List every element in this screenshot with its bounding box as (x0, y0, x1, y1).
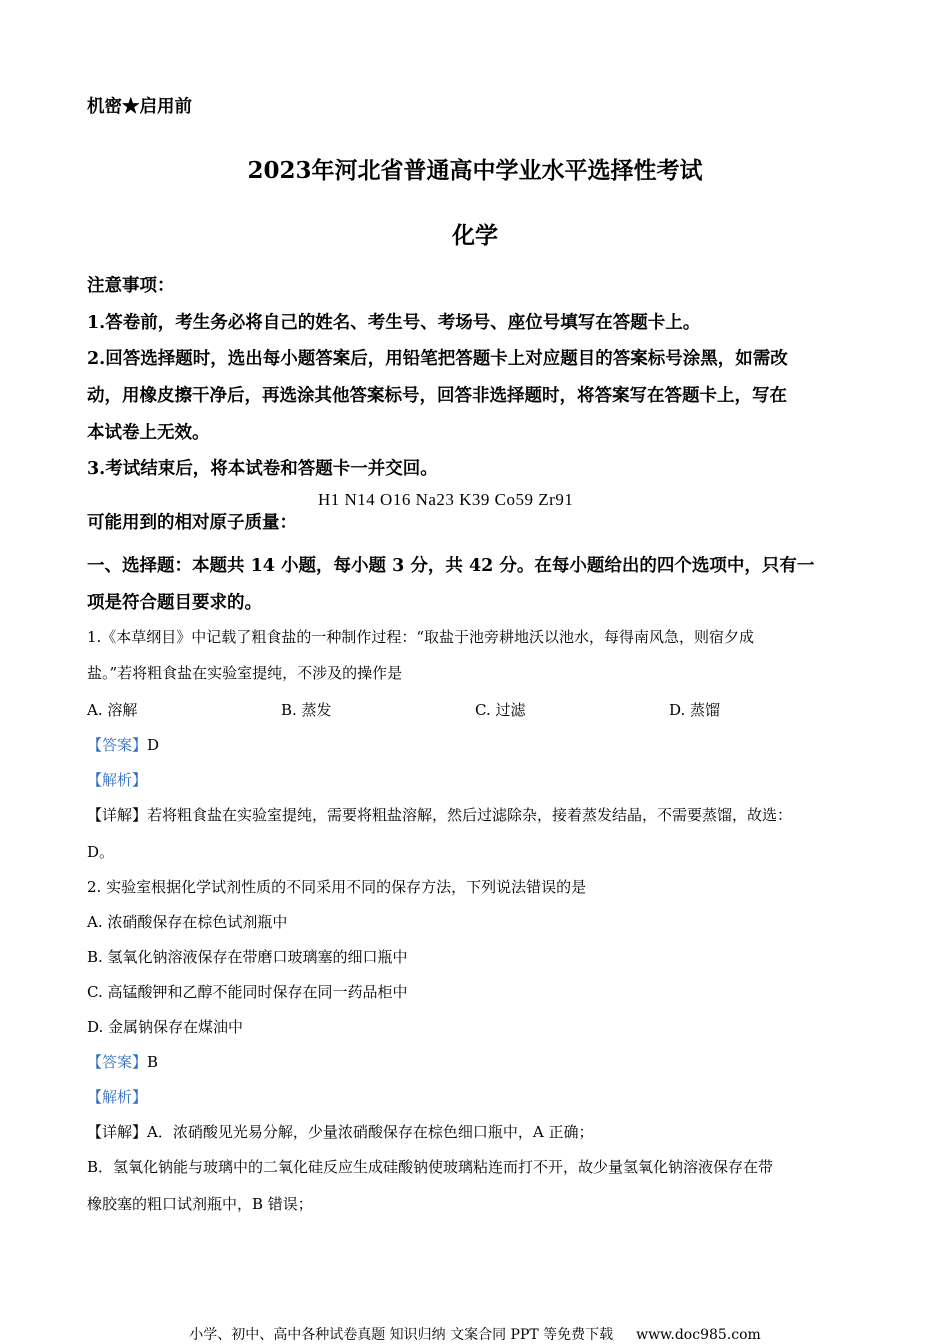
notice-heading: 注意事项： (87, 276, 175, 296)
question-1-detail-line-1 (87, 804, 792, 825)
question-1-stem-line-2: 盐。”若将粗食盐在实验室提纯，不涉及的操作是 (87, 664, 403, 682)
footer-url[interactable]: www.doc985.com (636, 1327, 761, 1343)
answer-value: D (147, 736, 160, 754)
confidential-mark: 机密★启用前 (87, 97, 192, 117)
detail-tag: 【详解】 (87, 806, 148, 824)
notice-item-1: 1.答卷前，考生务必将自己的姓名、考生号、考场号、座位号填写在答题卡上。 (87, 313, 701, 333)
question-2-option-a: A. 浓硝酸保存在棕色试剂瓶中 (87, 913, 288, 931)
detail-tag: 【详解】 (87, 1123, 148, 1141)
answer-tag: 【答案】 (87, 736, 148, 754)
notice-item-2-line-1: 2.回答选择题时，选出每小题答案后，用铅笔把答题卡上对应题目的答案标号涂黑，如需改 (87, 349, 788, 369)
notice-item-3: 3.考试结束后，将本试卷和答题卡一并交回。 (87, 459, 438, 479)
detail-text: 若将粗食盐在实验室提纯，需要将粗盐溶解，然后过滤除杂，接着蒸发结晶，不需要蒸馏，故选： (147, 806, 793, 824)
question-2-stem: 2. 实验室根据化学试剂性质的不同采用不同的保存方法，下列说法错误的是 (87, 878, 587, 896)
footer-text: 小学、初中、高中各种试卷真题 知识归纳 文案合同 PPT 等免费下载 (189, 1327, 614, 1343)
atomic-mass-values: H1 N14 O16 Na23 K39 Co59 Zr91 (318, 490, 574, 509)
question-2-option-d: D. 金属钠保存在煤油中 (87, 1018, 244, 1036)
section-heading-line-2: 项是符合题目要求的。 (87, 593, 262, 613)
subject-title: 化学 (452, 222, 498, 249)
question-1-stem-line-1: 1.《本草纲目》中记载了粗食盐的一种制作过程：“取盐于池旁耕地沃以池水，每得南风急，则宿夕成 (87, 628, 754, 646)
question-2-option-b: B. 氢氧化钠溶液保存在带磨口玻璃塞的细口瓶中 (87, 948, 408, 966)
answer-value: B (147, 1053, 159, 1071)
question-1-detail-line-2: D。 (87, 843, 115, 861)
exam-title: 2023年河北省普通高中学业水平选择性考试 (247, 157, 703, 184)
question-2-option-c: C. 高锰酸钾和乙醇不能同时保存在同一药品柜中 (87, 983, 408, 1001)
answer-tag: 【答案】 (87, 1053, 148, 1071)
question-2-detail-line-2: B．氢氧化钠能与玻璃中的二氧化硅反应生成硅酸钠使玻璃粘连而打不开，故少量氢氧化钠溶液保存在带 (87, 1158, 774, 1176)
question-2-detail-line-3: 橡胶塞的粗口试剂瓶中，B 错误； (87, 1195, 313, 1213)
question-2-analysis-tag: 【解析】 (87, 1088, 148, 1106)
detail-text: A．浓硝酸见光易分解，少量浓硝酸保存在棕色细口瓶中，A 正确； (147, 1123, 594, 1141)
question-2-answer (87, 1051, 158, 1072)
notice-item-2-line-2: 动，用橡皮擦干净后，再选涂其他答案标号，回答非选择题时，将答案写在答题卡上，写在 (87, 386, 787, 406)
question-2-detail-line-1 (87, 1121, 593, 1142)
page-footer (0, 1324, 950, 1344)
question-1-option-b: B. 蒸发 (281, 701, 332, 719)
atomic-mass-label: 可能用到的相对原子质量： (87, 513, 297, 533)
section-heading-line-1: 一、选择题：本题共 14 小题，每小题 3 分，共 42 分。在每小题给出的四个选项中，只有一 (87, 556, 815, 576)
question-1-option-d: D. 蒸馏 (669, 701, 721, 719)
notice-item-2-line-3: 本试卷上无效。 (87, 423, 210, 443)
question-1-answer (87, 734, 159, 755)
question-1-analysis-tag: 【解析】 (87, 771, 148, 789)
question-1-option-c: C. 过滤 (475, 701, 526, 719)
question-1-option-a: A. 溶解 (87, 701, 138, 719)
